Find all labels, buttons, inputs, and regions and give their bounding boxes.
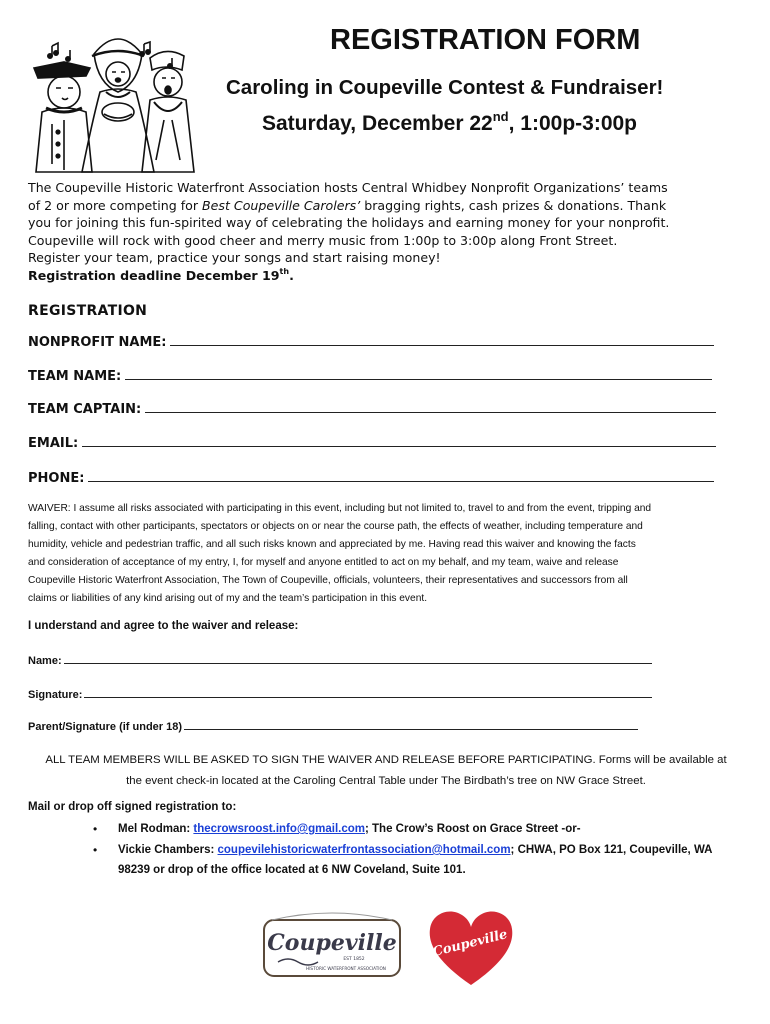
waiver-name-line[interactable] — [64, 663, 652, 664]
registration-heading: REGISTRATION — [28, 303, 148, 319]
event-date — [262, 109, 638, 136]
heart-wordmark: Coupeville — [431, 927, 510, 961]
team-captain-line[interactable] — [145, 412, 716, 413]
mail-heading: Mail or drop off signed registration to: — [28, 801, 237, 813]
waiver-signature-field[interactable] — [28, 685, 652, 701]
parent-signature-line[interactable] — [184, 729, 638, 730]
email-field[interactable] — [28, 431, 716, 451]
intro-line: Coupeville will rock with good cheer and merry music from 1:00p to 3:00p along Front Street. — [28, 232, 618, 248]
waiver-signature-line[interactable] — [84, 697, 652, 698]
parent-signature-field[interactable] — [28, 717, 638, 733]
event-date-time: , 1:00p-3:00p — [508, 112, 638, 135]
nonprofit-name-line[interactable] — [170, 345, 714, 346]
team-captain-label: TEAM CAPTAIN: — [28, 402, 142, 417]
team-name-label: TEAM NAME: — [28, 369, 122, 384]
bullet-icon: • — [93, 843, 98, 857]
email-link-chwa[interactable]: coupevilehistoricwaterfrontassociation@hotmail.com — [217, 844, 511, 856]
intro-line — [28, 197, 750, 215]
waiver-name-label: Name: — [28, 655, 62, 667]
nonprofit-name-label: NONPROFIT NAME: — [28, 335, 167, 350]
deadline-period: . — [289, 267, 294, 283]
waiver-line: falling, contact with other participants, spectators or objects on or near the course path, the effects of weather, including temperature and — [28, 521, 643, 532]
contact-name: Vickie Chambers: — [118, 844, 218, 856]
carolers-illustration — [22, 28, 202, 178]
coupeville-waterfront-logo — [262, 912, 402, 980]
waiver-name-field[interactable] — [28, 651, 652, 667]
coupeville-heart-logo — [426, 905, 516, 989]
intro-emphasis: Best Coupeville Carolers’ — [202, 197, 361, 213]
phone-field[interactable] — [28, 466, 714, 486]
waiver-signature-label: Signature: — [28, 689, 83, 701]
intro-line: The Coupeville Historic Waterfront Association hosts Central Whidbey Nonprofit Organizations’ teams — [28, 180, 668, 195]
intro-text: of 2 or more competing for — [28, 197, 203, 213]
intro-line: Register your team, practice your songs and start raising money! — [28, 250, 441, 265]
email-line[interactable] — [82, 446, 716, 447]
badge-tagline: HISTORIC WATERFRONT ASSOCIATION — [306, 966, 386, 971]
contact-address: ; CHWA, PO Box 121, Coupeville, WA — [510, 844, 713, 856]
waiver-line: WAIVER: I assume all risks associated with participating in this event, including but not limited to, travel to and from the event, tripping and — [28, 503, 652, 514]
intro-line: you for joining this fun-spirited way of celebrating the holidays and earning money for your nonprofit. — [28, 215, 670, 230]
notice-line: the event check-in located at the Caroling Central Table under The Birdbath’s tree on NW Grace Street. — [126, 775, 646, 787]
page-title: REGISTRATION FORM — [330, 24, 641, 56]
waiver-line: Coupeville Historic Waterfront Association, The Town of Coupeville, officials, volunteers, their representatives and successors from all — [28, 575, 628, 586]
contact-location: ; The Crow’s Roost on Grace Street -or- — [365, 823, 581, 835]
agreement-heading: I understand and agree to the waiver and release: — [28, 620, 299, 632]
event-subtitle: Caroling in Coupeville Contest & Fundraiser! — [226, 76, 664, 99]
deadline-suffix: th — [279, 266, 290, 276]
event-date-main: Saturday, December 22 — [262, 112, 493, 135]
nonprofit-name-field[interactable] — [28, 330, 714, 350]
badge-established: EST 1852 — [343, 957, 365, 962]
notice-line: ALL TEAM MEMBERS WILL BE ASKED TO SIGN THE WAIVER AND RELEASE BEFORE PARTICIPATING. Forms will be available at — [45, 754, 727, 766]
parent-signature-label: Parent/Signature (if under 18) — [28, 721, 183, 733]
team-captain-field[interactable] — [28, 397, 716, 417]
contact-name: Mel Rodman: — [118, 823, 194, 835]
contact-mel-rodman — [118, 823, 581, 835]
email-link-crows-roost[interactable]: thecrowsroost.info@gmail.com — [193, 823, 365, 835]
waiver-line: humidity, vehicle and pedestrian traffic, and all such risks known and appreciated by me. Having read this waiver and knowing the facts — [28, 539, 636, 550]
registration-deadline — [28, 267, 750, 285]
intro-paragraph — [28, 179, 750, 284]
team-name-line[interactable] — [125, 379, 712, 380]
contact-vickie-chambers — [118, 844, 712, 856]
contact-address-continued: 98239 or drop of the office located at 6 NW Coveland, Suite 101. — [118, 864, 466, 876]
event-date-suffix: nd — [492, 109, 509, 124]
team-waiver-notice — [28, 750, 744, 792]
phone-label: PHONE: — [28, 471, 85, 486]
badge-wordmark: Coupeville — [267, 930, 397, 956]
bullet-icon: • — [93, 822, 98, 836]
email-label: EMAIL: — [28, 436, 79, 451]
waiver-line: claims or liabilities of any kind arising out of my and the team’s participation in this event. — [28, 593, 428, 604]
deadline-text: Registration deadline December 19 — [28, 267, 280, 283]
waiver-line: and consideration of acceptance of my entry, I, for myself and anyone entitled to act on my behalf, and my team, waive and release — [28, 557, 619, 568]
team-name-field[interactable] — [28, 364, 712, 384]
waiver-text — [28, 500, 746, 608]
intro-text: bragging rights, cash prizes & donations. Thank — [360, 197, 667, 213]
phone-line[interactable] — [88, 481, 714, 482]
